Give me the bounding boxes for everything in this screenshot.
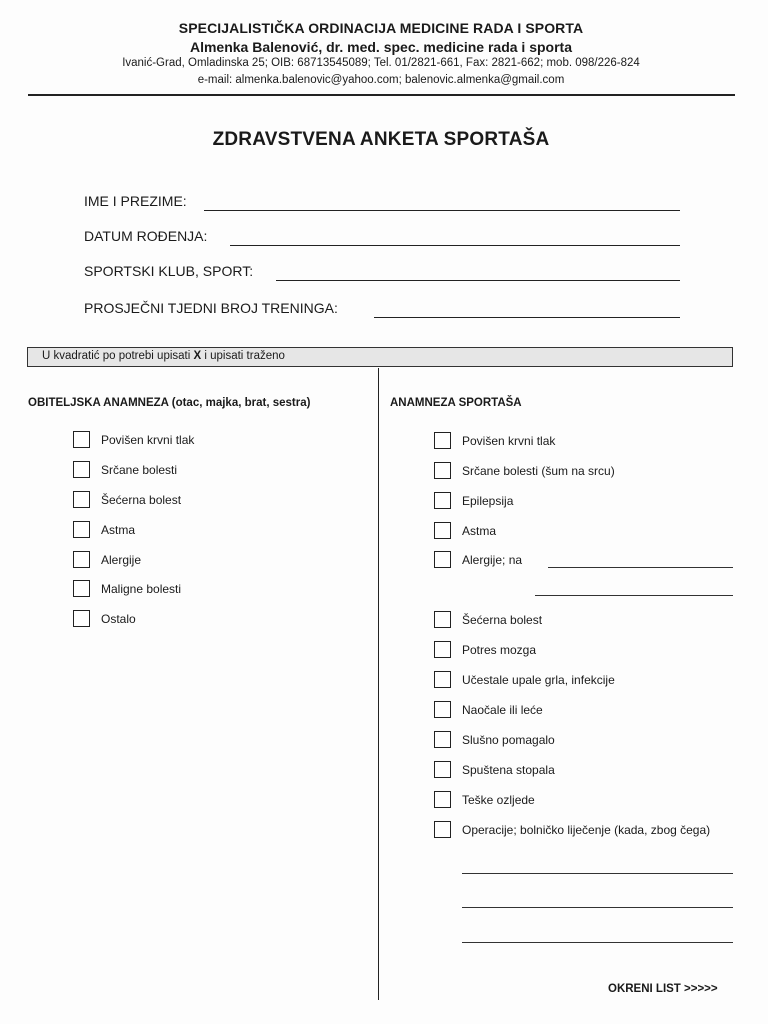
checkbox[interactable] bbox=[434, 731, 451, 748]
instruction-mark: X bbox=[193, 350, 202, 362]
checkbox[interactable] bbox=[73, 461, 90, 478]
club-field[interactable] bbox=[84, 263, 680, 281]
checkbox[interactable] bbox=[73, 580, 90, 597]
doctor-name: Almenka Balenović, dr. med. spec. medicine rada i sporta bbox=[189, 39, 573, 55]
checkbox[interactable] bbox=[434, 432, 451, 449]
checkbox[interactable] bbox=[434, 791, 451, 808]
clinic-email: e-mail: almenka.balenovic@yahoo.com; balenovic.almenka@gmail.com bbox=[197, 74, 565, 86]
header-divider bbox=[28, 94, 735, 96]
dob-field[interactable] bbox=[84, 228, 680, 246]
checkbox[interactable] bbox=[434, 551, 451, 568]
dob-line[interactable] bbox=[230, 245, 680, 246]
checkbox[interactable] bbox=[73, 491, 90, 508]
column-divider bbox=[378, 368, 379, 1000]
club-line[interactable] bbox=[276, 280, 680, 281]
checkbox[interactable] bbox=[73, 610, 90, 627]
name-field[interactable] bbox=[84, 193, 680, 211]
checkbox[interactable] bbox=[434, 641, 451, 658]
allergies-line-2[interactable] bbox=[535, 595, 733, 596]
instruction-box bbox=[27, 347, 733, 367]
athlete-history-heading: ANAMNEZA SPORTAŠA bbox=[390, 397, 522, 409]
family-history-heading: OBITELJSKA ANAMNEZA (otac, majka, brat, sestra) bbox=[28, 397, 311, 409]
club-label: SPORTSKI KLUB, SPORT: bbox=[84, 263, 254, 279]
checkbox[interactable] bbox=[434, 611, 451, 628]
instruction-text: U kvadratić po potrebi upisati X i upisati traženo bbox=[42, 350, 285, 362]
checkbox[interactable] bbox=[73, 521, 90, 538]
checkbox[interactable] bbox=[73, 431, 90, 448]
trainings-line[interactable] bbox=[374, 317, 680, 318]
name-label: IME I PREZIME: bbox=[84, 193, 187, 209]
trainings-label: PROSJEČNI TJEDNI BROJ TRENINGA: bbox=[84, 300, 338, 316]
form-title: ZDRAVSTVENA ANKETA SPORTAŠA bbox=[212, 129, 550, 150]
clinic-name: SPECIJALISTIČKA ORDINACIJA MEDICINE RADA I SPORTA bbox=[178, 20, 584, 36]
checkbox[interactable] bbox=[434, 761, 451, 778]
checkbox[interactable] bbox=[434, 701, 451, 718]
operations-line-2[interactable] bbox=[462, 907, 733, 908]
checkbox[interactable] bbox=[434, 522, 451, 539]
checkbox[interactable] bbox=[434, 462, 451, 479]
clinic-address: Ivanić-Grad, Omladinska 25; OIB: 68713545089; Tel. 01/2821-661, Fax: 2821-662; mob. 098/226-824 bbox=[122, 57, 640, 69]
operations-line-1[interactable] bbox=[462, 873, 733, 874]
checkbox[interactable] bbox=[434, 671, 451, 688]
turn-page-note: OKRENI LIST >>>>> bbox=[608, 983, 718, 995]
checkbox[interactable] bbox=[434, 821, 451, 838]
dob-label: DATUM ROĐENJA: bbox=[84, 228, 208, 244]
trainings-field[interactable] bbox=[84, 300, 680, 318]
allergies-line-1[interactable] bbox=[548, 567, 733, 568]
checkbox[interactable] bbox=[434, 492, 451, 509]
name-line[interactable] bbox=[204, 210, 680, 211]
checkbox[interactable] bbox=[73, 551, 90, 568]
operations-line-3[interactable] bbox=[462, 942, 733, 943]
